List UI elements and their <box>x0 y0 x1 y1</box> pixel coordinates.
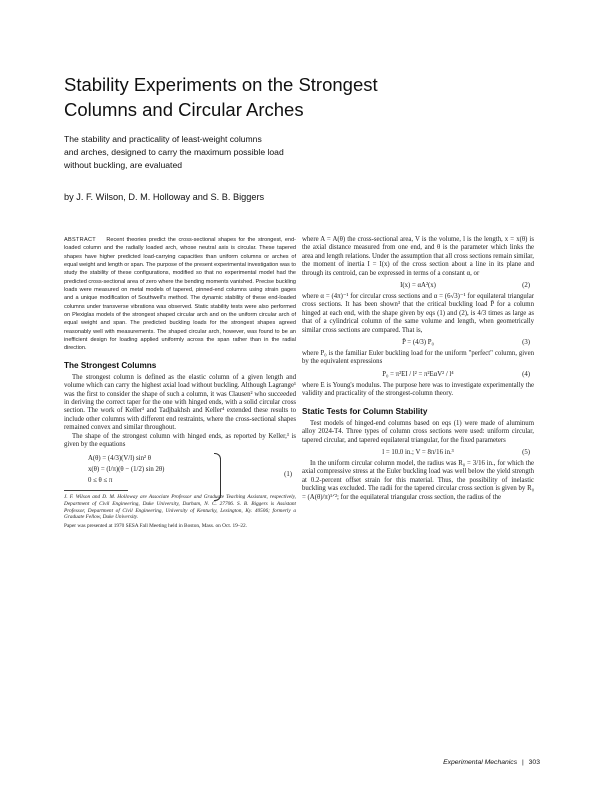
section-heading-static-tests: Static Tests for Column Stability <box>302 406 428 416</box>
page-number: 303 <box>528 759 540 766</box>
journal-name: Experimental Mechanics <box>443 759 518 766</box>
equation-1-area: A(θ) = (4/3)(V/l) sin² θ <box>88 455 151 463</box>
right-column <box>302 236 534 502</box>
paragraph-euler-load: where P₀ is the familiar Euler buckling load for the uniform "perfect" column, given by the equivalent expressions <box>302 350 534 366</box>
paragraph-strongest-column-definition: The strongest column is defined as the elastic column of a given length and volume which can carry the highest axial load without buckling. Although Lagrange¹ was the first to consider the shape of such a column, it was Clausen² who succeeded in deriving the correct taper for the one with hinged ends, with a solid circular cross section. The work of Keller³ and Tadjbakhsh and Keller⁴ extended these results to include other columns with different end restraints, where the cross-sectional shapes remained convex and similar throughout. <box>64 373 296 432</box>
equation-2-body: I(x) = αA²(x) <box>400 282 436 290</box>
equation-3-number: (3) <box>522 339 530 347</box>
page-footer <box>420 759 540 766</box>
section-heading-strongest-columns: The Strongest Columns <box>64 360 157 370</box>
subtitle-line-2: and arches, designed to carry the maximum possible load <box>64 147 284 157</box>
title-line-2: Columns and Circular Arches <box>64 99 304 120</box>
equation-5 <box>302 448 534 457</box>
abstract-label: ABSTRACT <box>64 237 96 243</box>
paragraph-variable-definitions: where A = A(θ) the cross-sectional area, V is the volume, l is the length, x = x(θ) is the axial distance measured from one end, and θ is the parameter which links the area and length relations. Under the assumption that all cross sections remain similar, the moment of inertia I = I(x) of the cross section about a line in its plane and through its centroid, can be expressed in terms of a constant α, or <box>302 236 534 277</box>
equation-2 <box>302 281 534 290</box>
footnote-presentation: Paper was presented at 1970 SESA Fall Meeting held in Boston, Mass. on Oct. 19–22. <box>64 522 248 529</box>
footer-separator: | <box>522 759 524 766</box>
equation-3 <box>302 338 534 347</box>
equation-1-position: x(θ) = (l/π)(θ − (1/2) sin 2θ) <box>88 466 165 474</box>
equation-2-number: (2) <box>522 282 530 290</box>
article-title <box>64 72 444 122</box>
equation-1-range: 0 ≤ θ ≤ π <box>88 477 113 485</box>
equation-4-number: (4) <box>522 370 530 378</box>
footnote-rule <box>64 490 128 491</box>
title-line-1: Stability Experiments on the Strongest <box>64 74 378 95</box>
equation-1-number: (1) <box>284 471 292 479</box>
paragraph-purpose: where E is Young's modulus. The purpose here was to investigate experimentally the validity and practicality of the strongest-column theory. <box>302 381 534 398</box>
article-subtitle <box>64 133 364 172</box>
equation-3-body: P̄ = (4/3) P₀ <box>402 339 434 347</box>
abstract <box>64 236 296 353</box>
equation-4-body: P₀ = π²EI / l² = π²EαV² / l⁴ <box>382 370 454 378</box>
equation-4 <box>302 370 534 379</box>
equation-1-brace <box>214 453 221 501</box>
equation-5-number: (5) <box>522 448 530 456</box>
paragraph-test-models: Test models of hinged-end columns based on eqs (1) were made of aluminum alloy 2024-T4. Three types of column cross sections were used: uniform circular, tapered circular, and tapered equilateral triangular, for the fixed parameters <box>302 419 534 444</box>
paragraph-column-shape-intro: The shape of the strongest column with hinged ends, as reported by Keller,³ is given by the equations <box>64 432 296 449</box>
paragraph-critical-load: where α = (4π)⁻¹ for circular cross sections and α = (6√3)⁻¹ for equilateral triangular cross sections. It has been shown³ that the critical buckling load P̄ for a column hinged at each end, with the shape given by eqs (1) and (2), is 4/3 times as large as that of a cylindrical column of the same volume and length, when geometrically similar cross sections are compared. That is, <box>302 293 534 334</box>
paragraph-uniform-model: In the uniform circular column model, the radius was R₀ = 3/16 in., for which the axial compressive stress at the Euler buckling load was well below the yield strength at 0.2-percent offset strain for this material. Thus, the possibility of inelastic buckling was excluded. The radii for the tapered circular cross section is given by R₀ = (A(θ)/π)¹ᐟ²; for the equilateral triangular cross section, the radius of the <box>302 459 534 501</box>
subtitle-line-3: without buckling, are evaluated <box>64 160 183 170</box>
abstract-text: Recent theories predict the cross-sectional shapes for the strongest, end-loaded column and the radially loaded arch, whose neutral axis is circular. These tapered shapes have higher predicted load-carrying capacities than uniform columns or arches of equal weight and length or span. The purpose of the present experimental investigation was to study the stability of these configurations, modified so that no experimental model had the predicted cross-sectional area of zero where the bending moments vanished. Precise buckling loads were measured on metal models of tapered, pinned-end columns using strain gages and a unique modification of Southwell's method. The dynamic stability of these end-loaded columns under transverse vibrations was observed. Static stability tests were also performed on Plexiglas models of the strongest shaped circular arch and on the uniform circular arch of equal weight and span. The predicted buckling loads for the strongest shapes agreed reasonably well with measurements. The shaped circular arch, however, was found to be an inefficient design for loading applied uniformly across the span rather than in the radial direction. <box>64 237 297 352</box>
author-line: by J. F. Wilson, D. M. Holloway and S. B. Biggers <box>64 192 265 202</box>
footnote-author-affiliations: J. F. Wilson and D. M. Holloway are Associate Professor and Graduate Teaching Assistant, respectively, Department of Civil Engineering, Duke University, Durham, N. C. 27706. S. B. Biggers is Assistant Professor, Department of Civil Engineering, University of Kentucky, Lexington, Ky. 40506; formerly a Graduate Fellow, Duke University. <box>64 494 296 521</box>
equation-1 <box>64 453 296 486</box>
subtitle-line-1: The stability and practicality of least-weight columns <box>64 134 262 144</box>
equation-5-body: l = 10.0 in.; V = 8π/16 in.³ <box>382 448 454 456</box>
left-column <box>64 236 296 531</box>
